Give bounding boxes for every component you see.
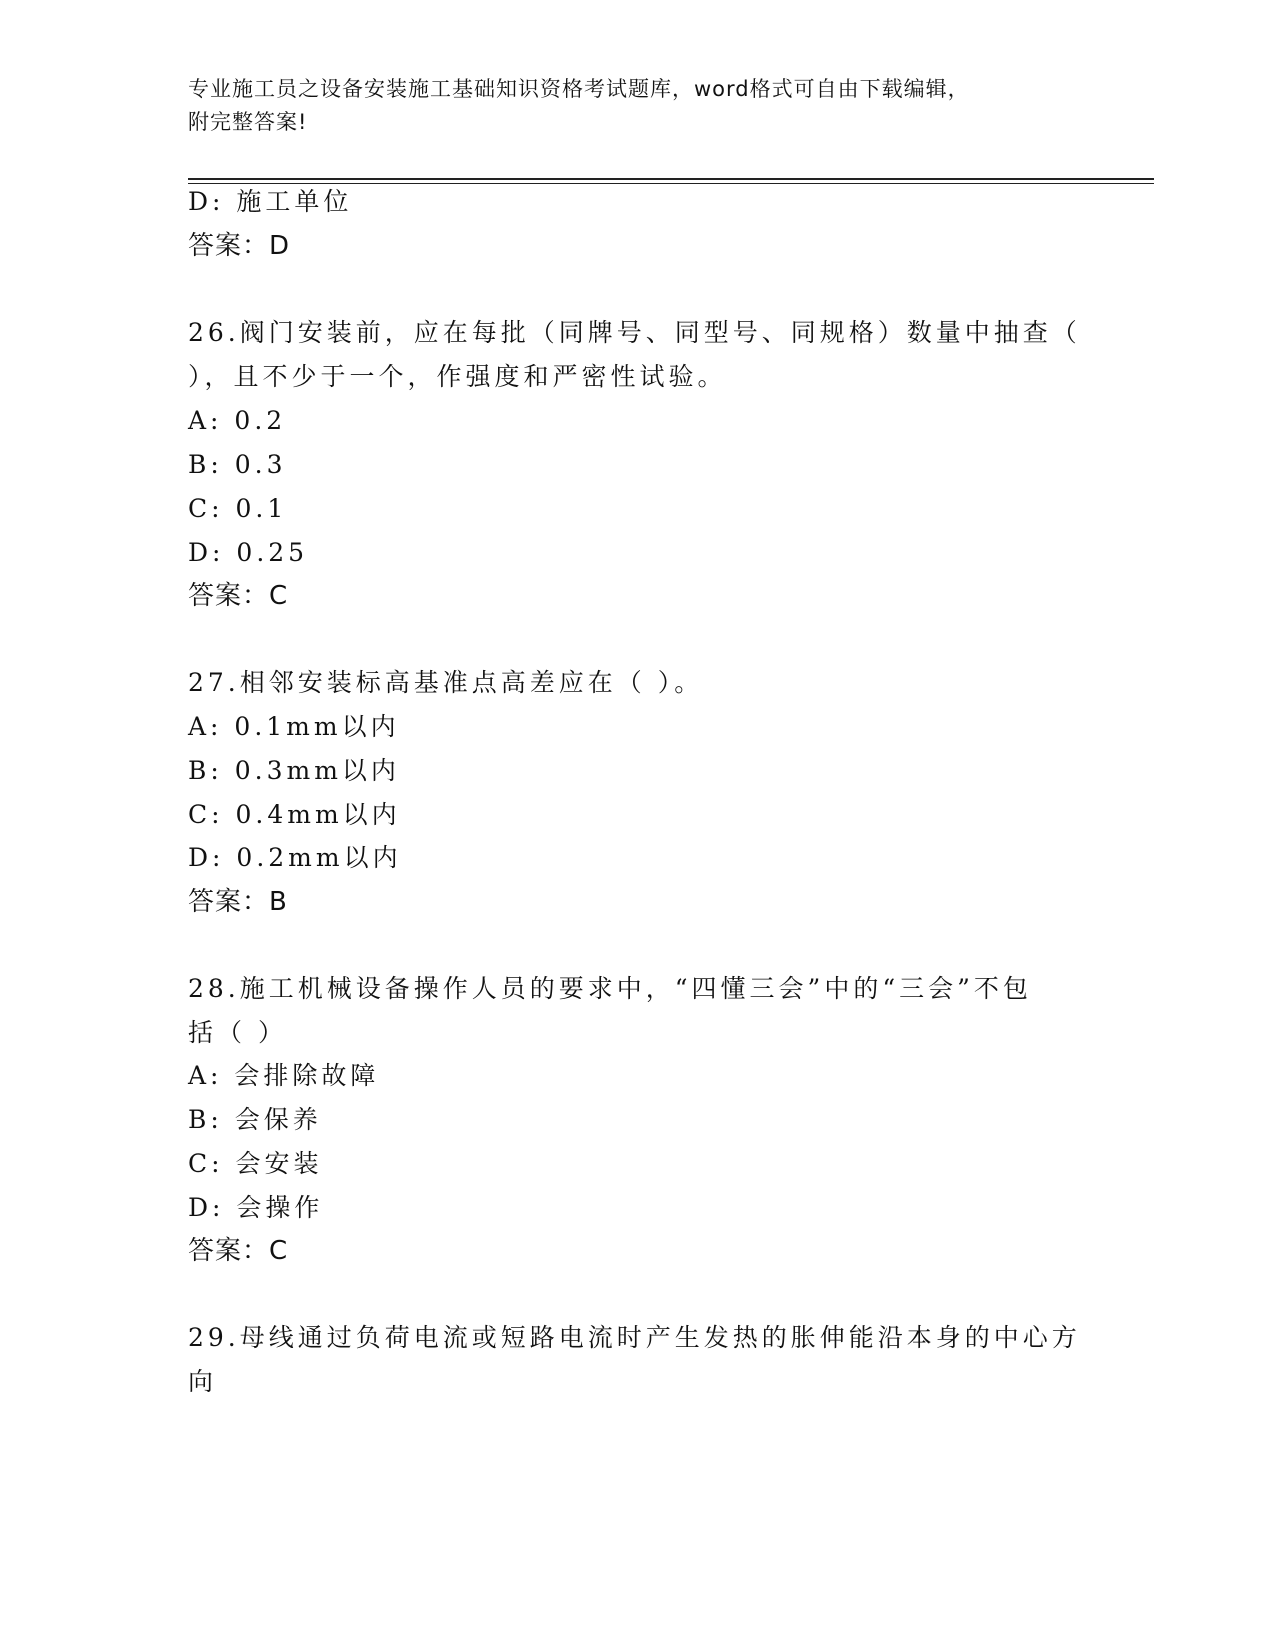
- q28-option-b: B: 会保养: [188, 1105, 322, 1134]
- q26-option-c: C: 0.1: [188, 494, 288, 523]
- q26-option-b: B: 0.3: [188, 450, 287, 479]
- q28-option-c: C: 会安装: [188, 1149, 323, 1178]
- q28-option-a: A: 会排除故障: [188, 1061, 380, 1090]
- prev-option-d: D: 施工单位: [188, 187, 353, 216]
- prev-answer: 答案：D: [188, 231, 291, 261]
- document-header: [188, 73, 1068, 139]
- q29-stem-line-1: 29.母线通过负荷电流或短路电流时产生发热的胀伸能沿本身的中心方: [188, 1323, 1081, 1352]
- q27-stem-line-1: 27.相邻安装标高基准点高差应在（ ）。: [188, 668, 704, 697]
- header-line-2: 附完整答案!: [188, 110, 308, 134]
- q27-option-a: A: 0.1mm以内: [188, 712, 400, 741]
- q26-stem-line-2: ），且不少于一个，作强度和严密性试验。: [188, 362, 727, 391]
- q29-stem-line-2: 向: [188, 1367, 218, 1396]
- q28-stem-line-1: 28.施工机械设备操作人员的要求中，“四懂三会”中的“三会”不包: [188, 974, 1032, 1003]
- q27-answer: 答案：B: [188, 887, 288, 917]
- q27-option-d: D: 0.2mm以内: [188, 843, 402, 872]
- header-line-1: 专业施工员之设备安装施工基础知识资格考试题库，word格式可自由下载编辑，: [188, 77, 970, 101]
- header-rule-thin: [188, 183, 1154, 184]
- q28-option-d: D: 会操作: [188, 1193, 324, 1222]
- q28-stem-line-2: 括（ ）: [188, 1018, 287, 1047]
- q26-option-d: D: 0.25: [188, 538, 309, 567]
- q26-stem-line-1: 26.阀门安装前，应在每批（同牌号、同型号、同规格）数量中抽查（: [188, 318, 1081, 347]
- q26-option-a: A: 0.2: [188, 406, 287, 435]
- q28-answer: 答案：C: [188, 1236, 289, 1266]
- q27-option-b: B: 0.3mm以内: [188, 756, 400, 785]
- q27-option-c: C: 0.4mm以内: [188, 800, 401, 829]
- q26-answer: 答案：C: [188, 581, 289, 611]
- header-rule-thick: [188, 178, 1154, 180]
